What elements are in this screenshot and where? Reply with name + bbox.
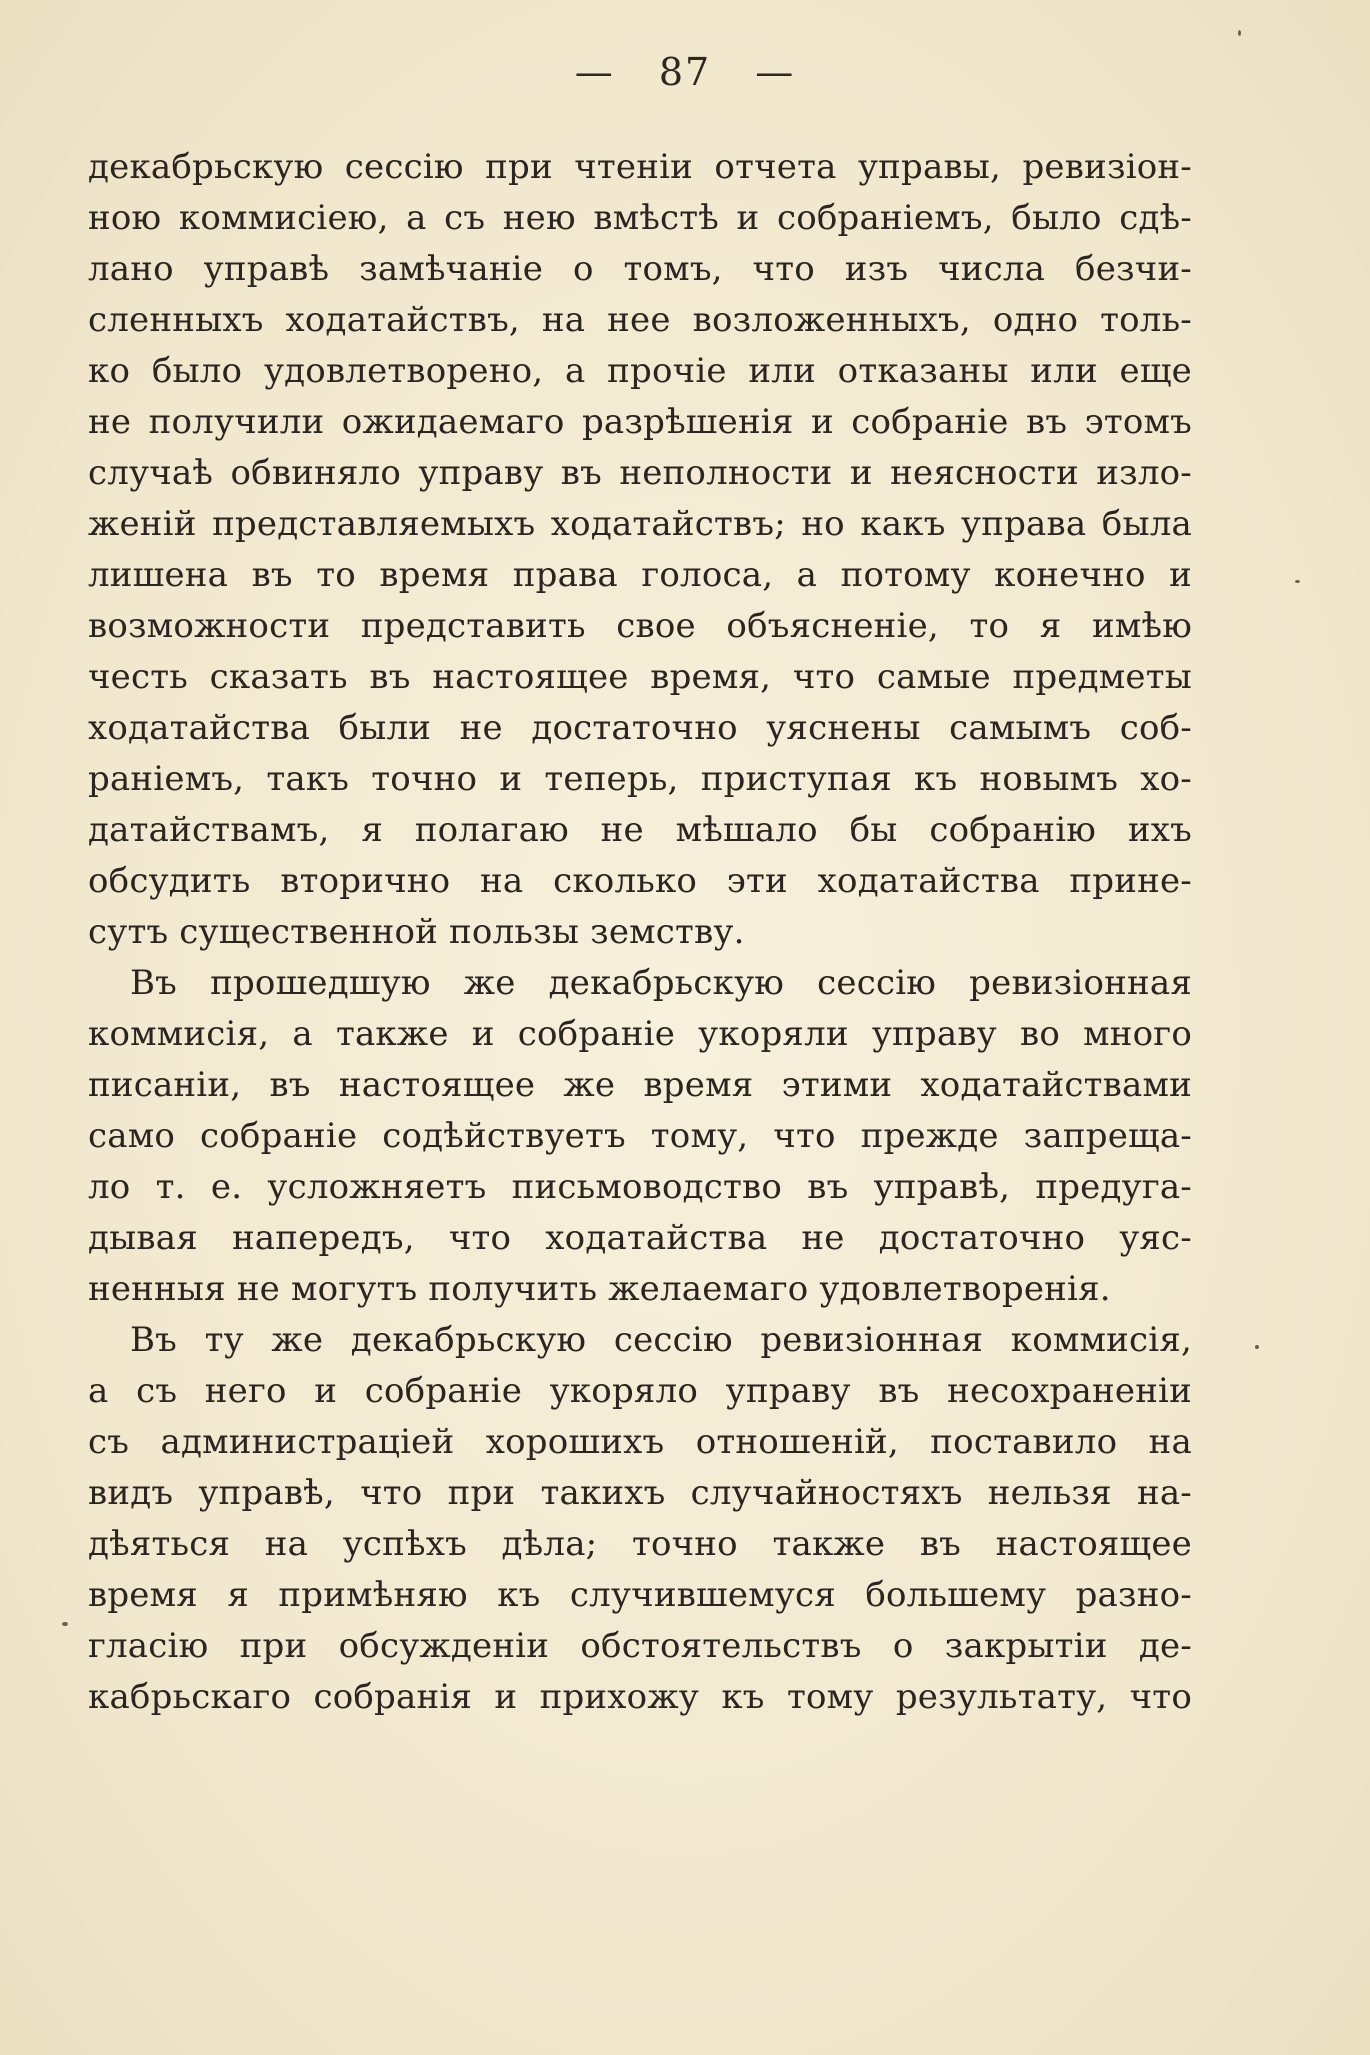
text-line: время я примѣняю къ случившемуся большему разно- <box>88 1575 1192 1615</box>
text-line: лано управѣ замѣчаніе о томъ, что изъ числа безчи- <box>88 249 1192 289</box>
ink-speck <box>1255 1345 1259 1349</box>
text-line: ло т. е. усложняетъ письмоводство въ управѣ, предуга- <box>88 1167 1192 1207</box>
text-line: а съ него и собраніе укоряло управу въ несохраненіи <box>88 1371 1192 1411</box>
text-line: женій представляемыхъ ходатайствъ; но какъ управа была <box>88 504 1192 544</box>
ink-speck <box>1295 580 1300 583</box>
paragraph-end-line: сутъ существенной пользы земству. <box>88 912 745 952</box>
text-line: лишена въ то время права голоса, а потому конечно и <box>88 555 1192 595</box>
text-line: писаніи, въ настоящее же время этими ходатайствами <box>88 1065 1192 1105</box>
text-line: съ администраціей хорошихъ отношеній, поставило на <box>88 1422 1192 1462</box>
text-line: коммисія, а также и собраніе укоряли управу во много <box>88 1014 1192 1054</box>
text-line: кабрьскаго собранія и прихожу къ тому результату, что <box>88 1677 1192 1717</box>
text-line: декабрьскую сессію при чтеніи отчета управы, ревизіон- <box>88 147 1192 187</box>
paragraph-start-line: Въ прошедшую же декабрьскую сессію ревизіонная <box>130 963 1192 1003</box>
text-line: дѣяться на успѣхъ дѣла; точно также въ настоящее <box>88 1524 1192 1564</box>
text-line: ходатайства были не достаточно уяснены самымъ соб- <box>88 708 1192 748</box>
right-dash: — <box>755 50 796 94</box>
text-line: датайствамъ, я полагаю не мѣшало бы собранію ихъ <box>88 810 1192 850</box>
ink-speck <box>1238 30 1241 36</box>
text-line: честь сказать въ настоящее время, что самые предметы <box>88 657 1192 697</box>
text-line: случаѣ обвиняло управу въ неполности и неясности изло- <box>88 453 1192 493</box>
paragraph-end-line: ненныя не могутъ получить желаемаго удовлетворенія. <box>88 1269 1111 1309</box>
page-number-header <box>0 50 1370 94</box>
text-line: видъ управѣ, что при такихъ случайностяхъ нельзя на- <box>88 1473 1192 1513</box>
body-text <box>88 142 1192 1723</box>
text-line: раніемъ, такъ точно и теперь, приступая къ новымъ хо- <box>88 759 1192 799</box>
text-line: сленныхъ ходатайствъ, на нее возложенныхъ, одно толь- <box>88 300 1192 340</box>
left-dash: — <box>574 50 615 94</box>
text-line: само собраніе содѣйствуетъ тому, что прежде запреща- <box>88 1116 1192 1156</box>
text-line: нoю коммисіею, а съ нею вмѣстѣ и собраніемъ, было сдѣ- <box>88 198 1192 238</box>
paragraph-start-line: Въ ту же декабрьскую сессію ревизіонная коммисія, <box>130 1320 1192 1360</box>
text-line: возможности представить свое объясненіе, то я имѣю <box>88 606 1192 646</box>
text-line: гласію при обсужденіи обстоятельствъ о закрытіи де- <box>88 1626 1192 1666</box>
text-line: не получили ожидаемаго разрѣшенія и собраніе въ этомъ <box>88 402 1192 442</box>
ink-speck <box>62 1622 68 1626</box>
page-number: 87 <box>658 50 712 94</box>
text-line: обсудить вторично на сколько эти ходатайства прине- <box>88 861 1192 901</box>
text-line: дывая напередъ, что ходатайства не достаточно уяс- <box>88 1218 1192 1258</box>
text-line: ко было удовлетворено, а прочіе или отказаны или еще <box>88 351 1192 391</box>
